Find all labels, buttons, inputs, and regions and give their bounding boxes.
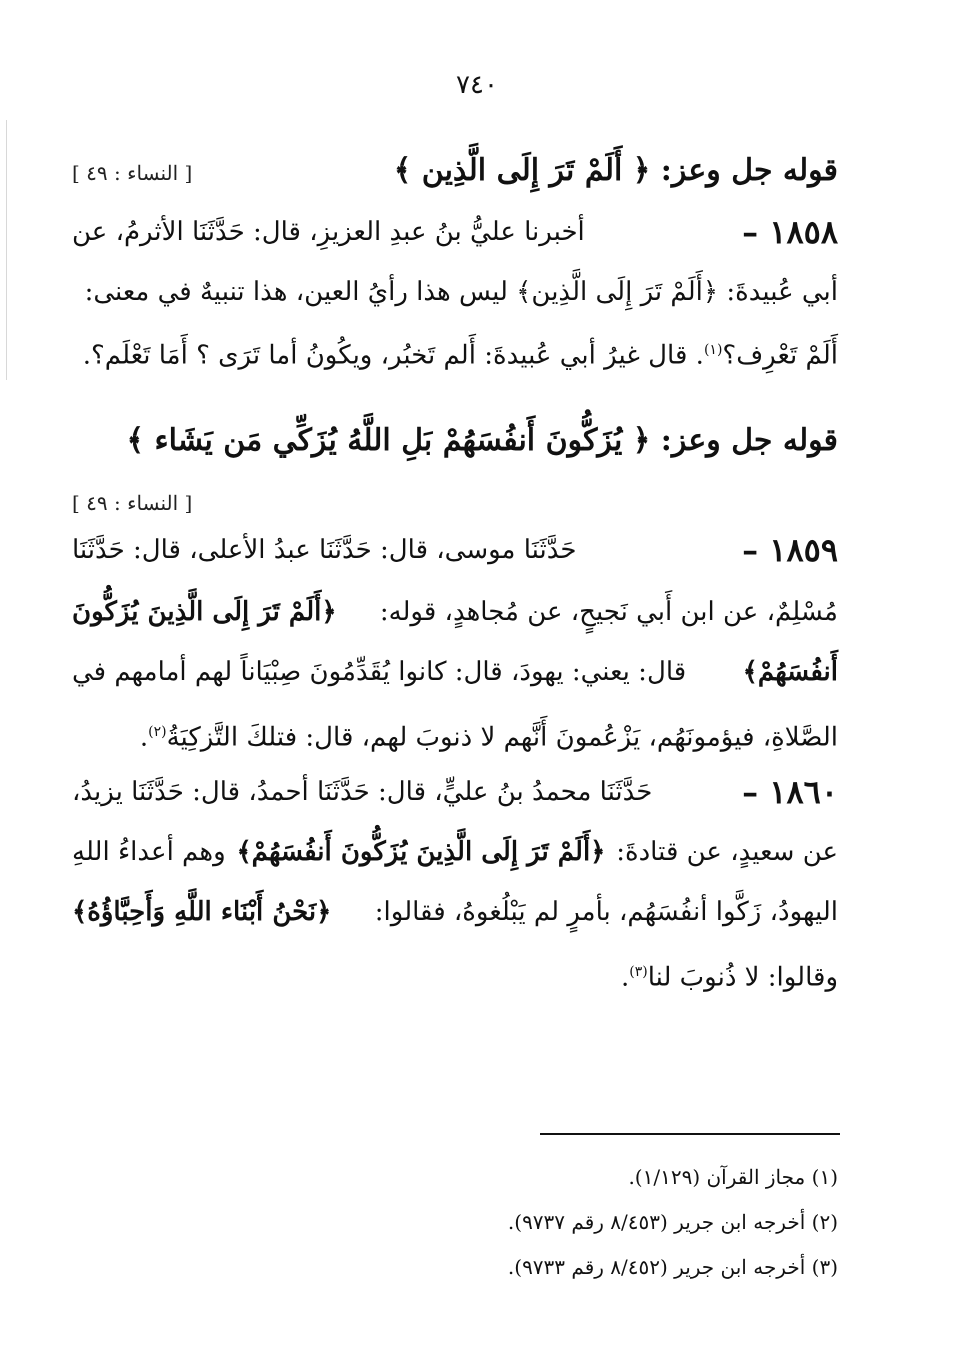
footnote-2: (٢) أخرجه ابن جرير (٨/٤٥٣ رقم ٩٧٣٧).	[507, 1210, 838, 1234]
footnote-ref-2[interactable]: (٢)	[148, 724, 167, 740]
section-heading-2: قوله جل وعز: ﴿ يُزَكُّونَ أَنفُسَهُمْ بَلِ اللَّهُ يُزَكِّي مَن يَشَاء ﴾	[126, 423, 838, 458]
surah-reference-1: [ النساء : ٤٩ ]	[72, 161, 193, 185]
scan-margin-line	[6, 120, 7, 380]
quran-quote-1860-a: ﴿أَلَمْ تَرَ إِلَى الَّذِينَ يُزَكُّونَ أَنفُسَهُمْ﴾	[236, 837, 606, 867]
hadith-1860-line-1	[72, 772, 838, 812]
hadith-number-1858: ١٨٥٨ –	[742, 213, 838, 251]
quran-quote-1859-b: أَنفُسَهُمْ﴾	[742, 657, 838, 687]
hadith-1860-text-1: حَدَّثَنَا محمدُ بنُ عليٍّ، قال: حَدَّثَنَا أحمدُ، قال: حَدَّثَنَا يزيدُ،	[72, 777, 653, 807]
hadith-1859-line-2	[72, 592, 838, 632]
quran-quote-1860-b: ﴿نَحْنُ أَبْنَاء اللَّهِ وَأَحِبَّاؤُهُ﴾	[72, 897, 332, 927]
hadith-1860-text-3: اليهودُ، زَكَّوا أنفُسَهُم، بأمرٍ لم يَبْلُغوهُ، فقالوا:	[374, 897, 838, 927]
hadith-1858-line-3	[72, 330, 838, 370]
footnote-ref-1[interactable]: (١)	[703, 342, 723, 358]
footnote-ref-3[interactable]: (٣)	[629, 964, 648, 980]
hadith-1858-text-3b: . قال غيرُ أبي عُبيدةَ: أَلم تَخبُر، ويكُونُ أما تَرَى ؟ أَمَا تَعْلَم؟.	[82, 340, 704, 371]
quran-quote-1859-a: ﴿أَلَمْ تَرَ إِلَى الَّذِينَ يُزَكُّونَ	[72, 597, 337, 627]
hadith-1860-text-2-end: وهم أعداءُ اللهِ	[72, 837, 226, 867]
hadith-1860-line-3	[72, 892, 838, 932]
hadith-1859-text-4-end: .	[139, 722, 149, 753]
hadith-1858-line-2: أبي عُبيدةَ: ﴿أَلَمْ تَرَ إِلَى الَّذِين﴾ ليس هذا رأيُ العين، هذا تنبيهٌ في معنى:	[84, 277, 838, 307]
hadith-1859-text-4: الصَّلاةِ، فيؤمونَهُم، يَزْعُمونَ أَنَّهم لا ذنوبَ لهم، قال: فتلكَ التَّزكِيَةُ	[166, 722, 838, 753]
surah-reference-2-text: [ النساء : ٤٩ ]	[72, 491, 193, 515]
hadith-number-1859: ١٨٥٩ –	[742, 531, 838, 569]
hadith-1860-text-4-end: .	[620, 962, 630, 993]
page-number: ٧٤٠	[456, 70, 498, 100]
hadith-1860-line-4	[72, 952, 838, 992]
hadith-1859-text-3: قال: يعني: يهودَ، قال: كانوا يُقَدِّمُونَ صِبْيَاناً لهم أمامهم في	[72, 657, 687, 687]
hadith-number-1860: ١٨٦٠ –	[742, 773, 838, 811]
hadith-1859-line-4	[72, 712, 838, 752]
hadith-1859-text-1: حَدَّثَنَا موسى، قال: حَدَّثَنَا عبدُ الأعلى، قال: حَدَّثَنَا	[72, 535, 577, 565]
hadith-1859-line-1	[72, 530, 838, 570]
hadith-1860-line-2	[72, 832, 838, 872]
hadith-1859-text-2: مُسْلِمٌ، عن ابن أَبي نَجيحٍ، عن مُجاهدٍ، قوله:	[379, 597, 838, 627]
section-heading-1	[72, 148, 838, 194]
hadith-1860-text-2: عن سعيدٍ، عن قتادةَ:	[616, 837, 838, 867]
hadith-1859-line-3	[72, 652, 838, 692]
hadith-1858-text-3a: أَلَمْ تَعْرِف؟	[722, 340, 838, 371]
section-heading-1-text: قوله جل وعز: ﴿ أَلَمْ تَرَ إِلَى الَّذِين ﴾	[393, 153, 838, 188]
hadith-1860-text-4: وقالوا: لا ذُنوبَ لنا	[647, 962, 838, 993]
footnote-divider	[540, 1133, 840, 1135]
hadith-1858-text-1: أخبرنا عليُّ بنُ عبدِ العزيزِ، قال: حَدَّثَنَا الأثرمُ، عن	[72, 217, 585, 247]
hadith-1858-line-1	[72, 212, 838, 252]
footnote-1: (١) مجاز القرآن (١/١٢٩).	[628, 1165, 838, 1189]
surah-reference-2	[72, 483, 838, 523]
footnote-3: (٣) أخرجه ابن جرير (٨/٤٥٢ رقم ٩٧٣٣).	[507, 1255, 838, 1279]
